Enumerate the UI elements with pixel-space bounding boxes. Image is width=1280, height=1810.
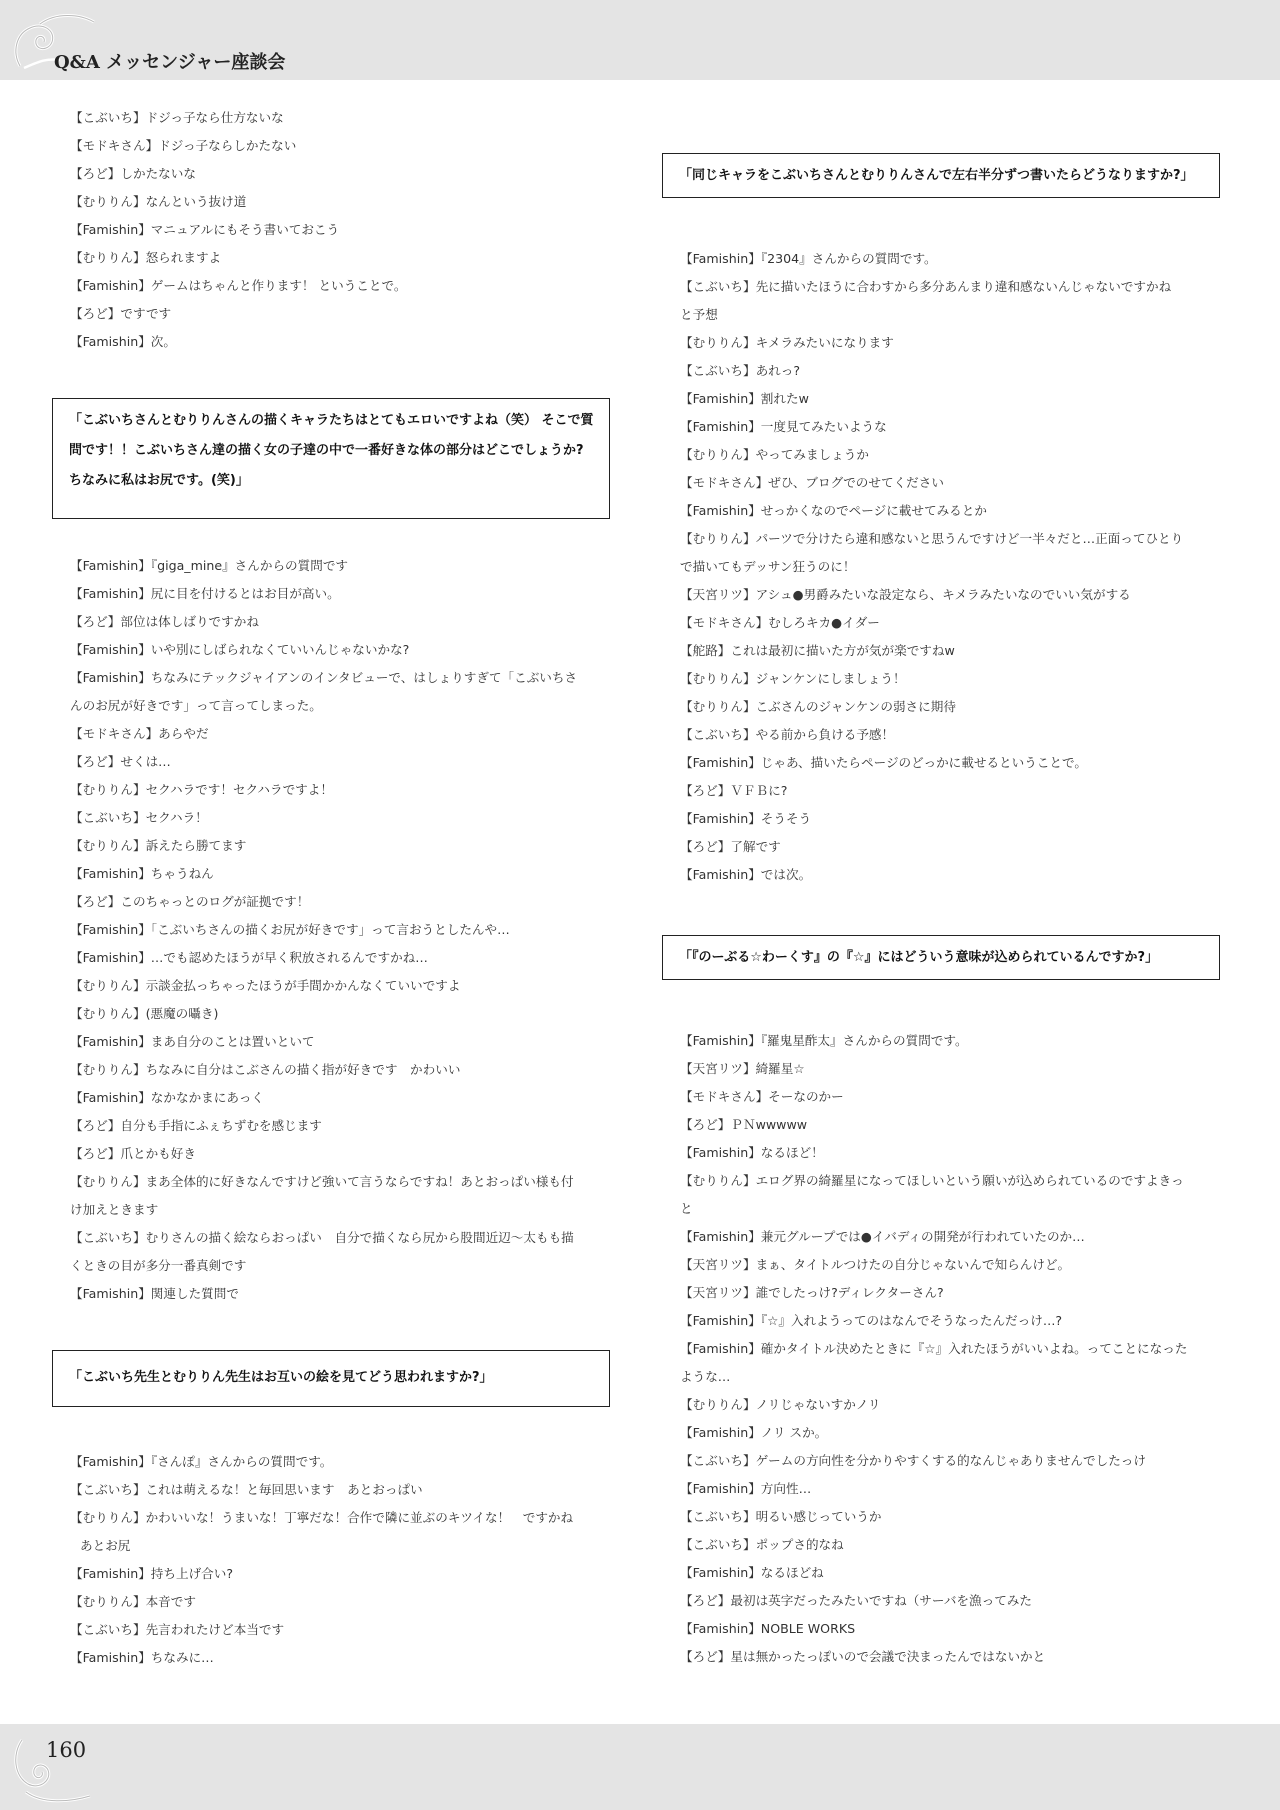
dialogue-line: 【むりりん】怒られますよ <box>70 250 222 265</box>
dialogue-line: 【ろど】星は無かったっぽいので会議で決まったんではないかと <box>680 1649 1046 1664</box>
dialogue-line: 【天宮リツ】綺羅星☆ <box>680 1061 805 1076</box>
question-line: 「『のーぶる☆わーくす』の『☆』にはどういう意味が込められているんですか?」 <box>679 950 1159 965</box>
dialogue-line: 【むりりん】こぶさんのジャンケンの弱さに期待 <box>680 699 956 714</box>
dialogue-line: 【むりりん】やってみましょうか <box>680 447 869 462</box>
dialogue-line: 【むりりん】本音です <box>70 1594 196 1609</box>
dialogue-line: 【こぶいち】ドジっ子なら仕方ないな <box>70 110 284 125</box>
dialogue-line: 【Famishin】ちなみにテックジャイアンのインタビューで、はしょりすぎて「こぶいちさ <box>70 670 578 685</box>
dialogue-line: 【Famishin】兼元グループでは●イバディの開発が行われていたのか… <box>680 1229 1085 1244</box>
dialogue-line: 【Famishin】ちゃうねん <box>70 866 214 881</box>
dialogue-line: 【むりりん】キメラみたいになります <box>680 335 894 350</box>
dialogue-line: ような… <box>680 1369 731 1384</box>
dialogue-line: 【天宮リツ】誰でしたっけ?ディレクターさん? <box>680 1285 944 1300</box>
dialogue-line: 【Famishin】なかなかまにあっく <box>70 1090 265 1105</box>
dialogue-line: け加えときます <box>70 1202 159 1217</box>
dialogue-line: 【むりりん】セクハラです！セクハラですよ！ <box>70 782 333 797</box>
question-line: 「こぶいち先生とむりりん先生はお互いの絵を見てどう思われますか?」 <box>69 1370 493 1385</box>
dialogue-line: 【ろど】ＰＮwwwww <box>680 1117 808 1132</box>
dialogue-line: 【Famishin】なるほどね <box>680 1565 824 1580</box>
dialogue-line: 【Famishin】まあ自分のことは置いといて <box>70 1034 315 1049</box>
dialogue-line: 【Famishin】『giga_mine』さんからの質問です <box>70 558 349 573</box>
dialogue-line: 【こぶいち】ゲームの方向性を分かりやすくする的なんじゃありませんでしたっけ <box>680 1453 1146 1468</box>
dialogue-line: んのお尻が好きです」って言ってしまった。 <box>70 698 322 713</box>
dialogue-line: 【こぶいち】これは萌えるな！と毎回思います あとおっぱい <box>70 1482 423 1497</box>
dialogue-line: 【Famishin】次。 <box>70 334 176 349</box>
question-line: 「こぶいちさんとむりりんさんの描くキャラたちはとてもエロいですよね（笑） そこで質 <box>69 413 594 428</box>
dialogue-line: 【Famishin】関連した質問で <box>70 1286 239 1301</box>
dialogue-line: 【ろど】せくは… <box>70 754 171 769</box>
dialogue-line: 【こぶいち】むりさんの描く絵ならおっぱい 自分で描くなら尻から股間近辺～太もも描 <box>70 1230 574 1245</box>
dialogue-line: 【Famishin】…でも認めたほうが早く釈放されるんですかね… <box>70 950 428 965</box>
dialogue-line: 【むりりん】かわいいな！うまいな！丁寧だな！合作で隣に並ぶのキツイな！ ですかね <box>70 1510 574 1525</box>
dialogue-line: 【むりりん】パーツで分けたら違和感ないと思うんですけど一半々だと…正面ってひとり <box>680 531 1184 546</box>
dialogue-line: 【モドキさん】ぜひ、ブログでのせてください <box>680 475 944 490</box>
question-line: 問です！！こぶいちさん達の描く女の子達の中で一番好きな体の部分はどこでしょうか? <box>69 443 584 458</box>
dialogue-line: 【Famishin】NOBLE WORKS <box>680 1621 856 1636</box>
question-box-1 <box>52 398 610 519</box>
dialogue-line: 【ろど】自分も手指にふぇちずむを感じます <box>70 1118 322 1133</box>
dialogue-line: 【むりりん】ちなみに自分はこぶさんの描く指が好きです かわいい <box>70 1062 461 1077</box>
page-footer <box>0 1724 1280 1810</box>
dialogue-line: 【モドキさん】むしろキカ●イダー <box>680 615 880 630</box>
dialogue-line: 【舵路】これは最初に描いた方が気が楽ですねw <box>680 643 955 658</box>
dialogue-line: 【Famishin】では次。 <box>680 867 812 882</box>
dialogue-line: 【こぶいち】先に描いたほうに合わすから多分あんまり違和感ないんじゃないですかね <box>680 279 1172 294</box>
dialogue-line: で描いてもデッサン狂うのに！ <box>680 559 856 574</box>
dialogue-line: 【ろど】ですです <box>70 306 172 321</box>
dialogue-line: 【Famishin】持ち上げ合い? <box>70 1566 234 1581</box>
dialogue-line: 【ろど】このちゃっとのログが証拠です！ <box>70 894 310 909</box>
dialogue-line: 【Famishin】いや別にしばられなくていいんじゃないかな? <box>70 642 410 657</box>
dialogue-line: 【Famishin】方向性… <box>680 1481 812 1496</box>
dialogue-line: 【こぶいち】先言われたけど本当です <box>70 1622 285 1637</box>
dialogue-line: 【ろど】最初は英字だったみたいですね（サーバを漁ってみた <box>680 1593 1032 1608</box>
dialogue-line: 【Famishin】せっかくなのでページに載せてみるとか <box>680 503 987 518</box>
question-line: ちなみに私はお尻です。(笑)」 <box>69 473 249 488</box>
dialogue-line: 【Famishin】そうそう <box>680 811 812 826</box>
dialogue-line: 【ろど】ＶＦＢに? <box>680 783 788 798</box>
dialogue-line: あとお尻 <box>80 1538 131 1553</box>
page-header <box>0 0 1280 80</box>
dialogue-line: 【むりりん】なんという抜け道 <box>70 194 247 209</box>
dialogue-line: 【Famishin】『羅鬼星酢太』さんからの質問です。 <box>680 1033 968 1048</box>
dialogue-line: 【Famishin】マニュアルにもそう書いておこう <box>70 222 340 237</box>
page-title: Q&A メッセンジャー座談会 <box>54 52 286 73</box>
dialogue-line: 【Famishin】一度見てみたいような <box>680 419 887 434</box>
dialogue-line: 【Famishin】ゲームはちゃんと作ります！ ということで。 <box>70 278 407 293</box>
dialogue-line: 【こぶいち】明るい感じっていうか <box>680 1509 882 1524</box>
dialogue-line: 【ろど】部位は体しばりですかね <box>70 614 259 629</box>
dialogue-line: 【こぶいち】やる前から負ける予感！ <box>680 727 895 742</box>
dialogue-line: 【こぶいち】ポップさ的なね <box>680 1537 844 1552</box>
dialogue-line: 【こぶいち】あれっ? <box>680 363 801 378</box>
dialogue-line: 【むりりん】まあ全体的に好きなんですけど強いて言うならですね！あとおっぱい様も付 <box>70 1174 574 1189</box>
dialogue-line: 【天宮リツ】まぁ、タイトルつけたの自分じゃないんで知らんけど。 <box>680 1257 1071 1272</box>
dialogue-line: 【むりりん】(悪魔の囁き) <box>70 1006 219 1021</box>
dialogue-line: 【Famishin】ノリ スか。 <box>680 1425 828 1440</box>
dialogue-line: 【Famishin】割れたw <box>680 391 809 406</box>
dialogue-line: 【モドキさん】ドジっ子ならしかたない <box>70 138 297 153</box>
page-number: 160 <box>46 1738 87 1762</box>
dialogue-line: 【むりりん】エログ界の綺羅星になってほしいという願いが込められているのですよきっ <box>680 1173 1184 1188</box>
dialogue-line: 【Famishin】確かタイトル決めたときに『☆』入れたほうがいいよね。ってことになった <box>680 1341 1188 1356</box>
dialogue-line: 【Famishin】『☆』入れようってのはなんでそうなったんだっけ…? <box>680 1313 1063 1328</box>
question-box-2 <box>52 1350 610 1407</box>
dialogue-line: 【Famishin】なるほど！ <box>680 1145 824 1160</box>
dialogue-line: 【ろど】爪とかも好き <box>70 1146 196 1161</box>
dialogue-line: くときの目が多分一番真剣です <box>70 1258 247 1273</box>
dialogue-line: と予想 <box>680 307 718 322</box>
dialogue-line: 【天宮リツ】アシュ●男爵みたいな設定なら、キメラみたいなのでいい気がする <box>680 587 1131 602</box>
question-box-3 <box>662 153 1220 198</box>
dialogue-line: 【Famishin】『さんぽ』さんからの質問です。 <box>70 1454 333 1469</box>
dialogue-line: 【Famishin】『2304』さんからの質問です。 <box>680 251 937 266</box>
dialogue-line: 【Famishin】「こぶいちさんの描くお尻が好きです」って言おうとしたんや… <box>70 922 510 937</box>
dialogue-line: 【モドキさん】そーなのかー <box>680 1089 844 1104</box>
dialogue-line: 【ろど】了解です <box>680 839 781 854</box>
question-box-4 <box>662 935 1220 980</box>
dialogue-line: 【こぶいち】セクハラ！ <box>70 810 208 825</box>
dialogue-line: 【ろど】しかたないな <box>70 166 196 181</box>
dialogue-line: 【Famishin】尻に目を付けるとはお目が高い。 <box>70 586 340 601</box>
dialogue-line: 【Famishin】ちなみに… <box>70 1650 214 1665</box>
dialogue-line: 【むりりん】訴えたら勝てます <box>70 838 247 853</box>
question-line: 「同じキャラをこぶいちさんとむりりんさんで左右半分ずつ書いたらどうなりますか?」 <box>679 168 1194 183</box>
dialogue-line: 【むりりん】ジャンケンにしましょう！ <box>680 671 906 686</box>
dialogue-line: 【Famishin】じゃあ、描いたらページのどっかに載せるということで。 <box>680 755 1087 770</box>
dialogue-line: 【むりりん】ノリじゃないすかノリ <box>680 1397 881 1412</box>
dialogue-line: と <box>680 1201 693 1216</box>
dialogue-line: 【モドキさん】あらやだ <box>70 726 209 741</box>
dialogue-line: 【むりりん】示談金払っちゃったほうが手間かかんなくていいですよ <box>70 978 461 993</box>
